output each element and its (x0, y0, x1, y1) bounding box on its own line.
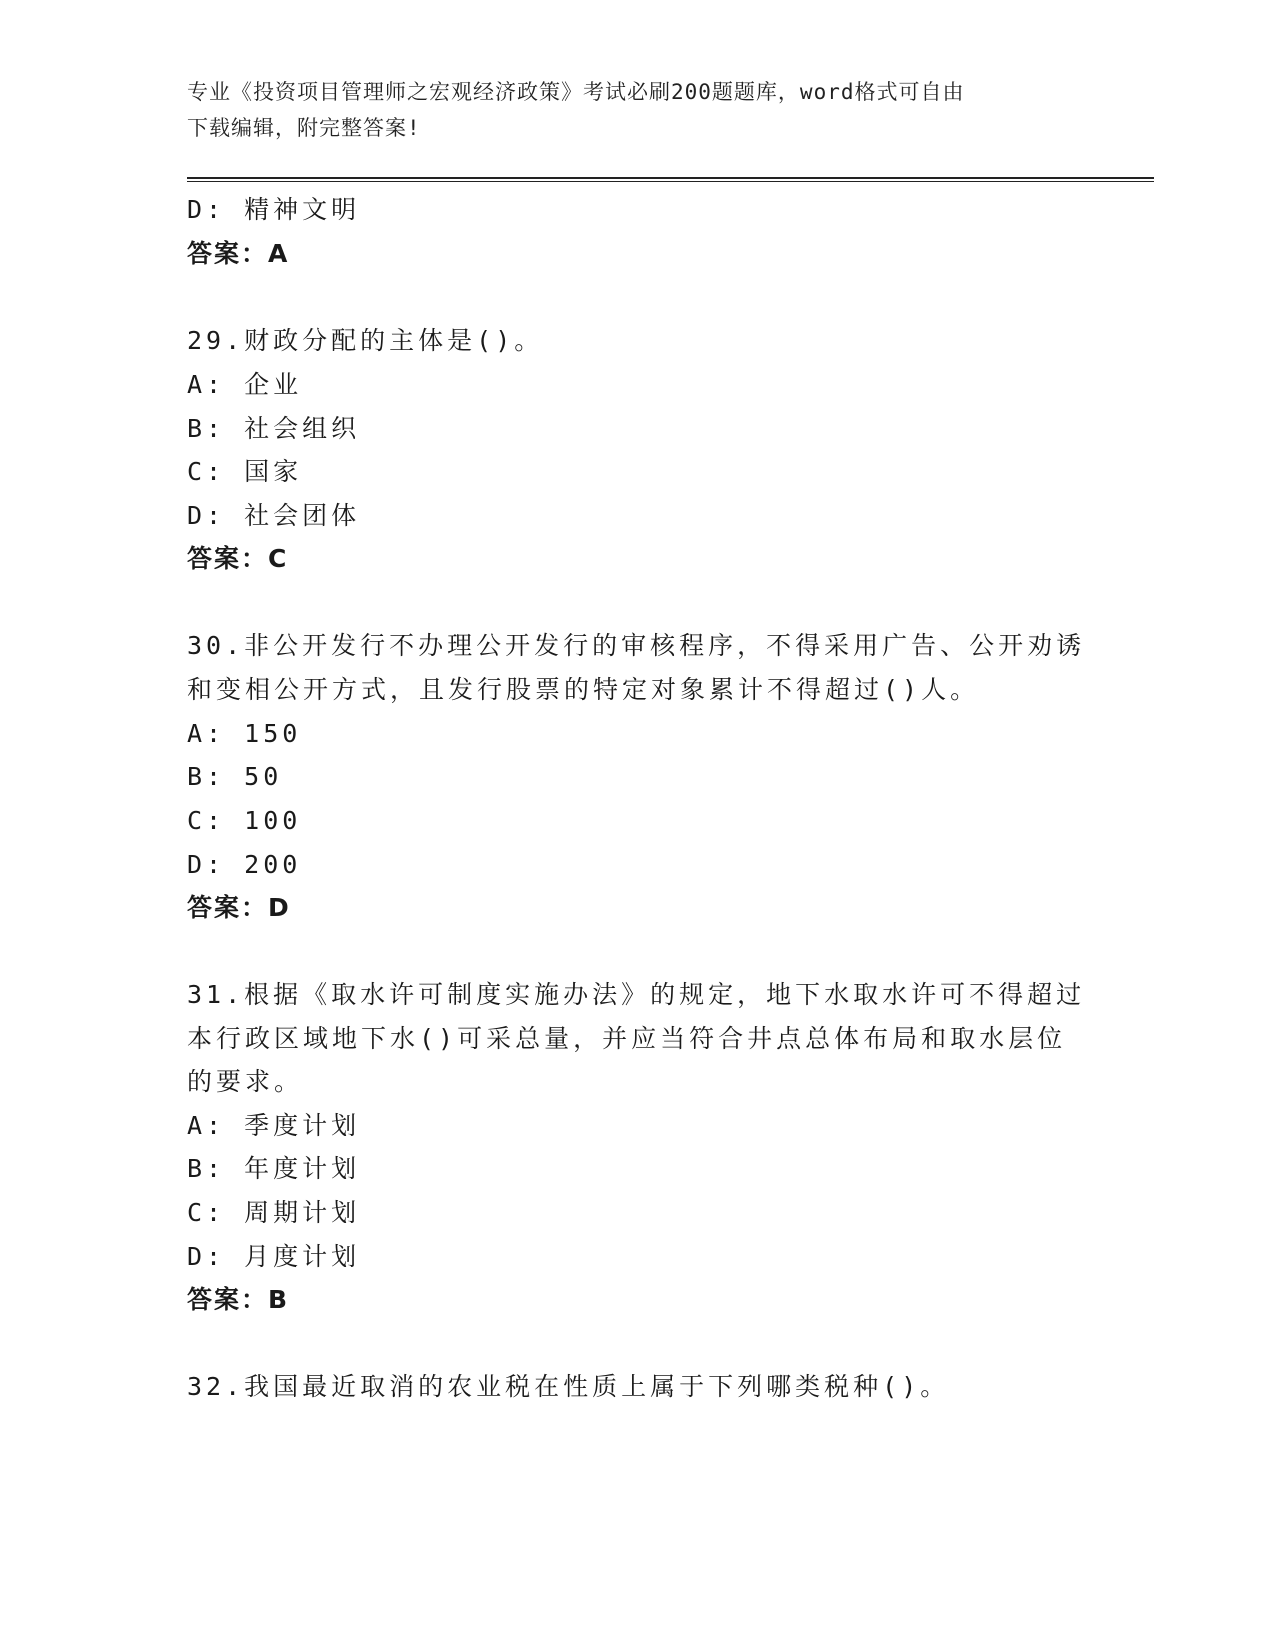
q31-question-line-2: 本行政区域地下水()可采总量，并应当符合井点总体布局和取水层位 (187, 1024, 1067, 1053)
header-line-2: 下载编辑，附完整答案! (187, 116, 421, 140)
q30-option-d: D: 200 (187, 850, 302, 879)
q29-option-c: C: 国家 (187, 457, 303, 486)
q29-question: 29.财政分配的主体是()。 (187, 326, 544, 355)
q29-option-b: B: 社会组织 (187, 414, 361, 443)
header-divider (187, 177, 1154, 183)
q31-option-d: D: 月度计划 (187, 1242, 361, 1271)
q28-option-d: D: 精神文明 (187, 195, 361, 224)
q30-option-b: B: 50 (187, 762, 283, 791)
q31-question-line-3: 的要求。 (187, 1067, 304, 1096)
q28-answer: 答案：A (187, 239, 290, 268)
q30-answer: 答案：D (187, 893, 291, 922)
q32-question: 32.我国最近取消的农业税在性质上属于下列哪类税种()。 (187, 1372, 950, 1401)
q30-option-c: C: 100 (187, 806, 302, 835)
document-header (187, 74, 1087, 146)
q29-answer: 答案：C (187, 544, 289, 573)
q31-option-a: A: 季度计划 (187, 1111, 361, 1140)
q31-option-c: C: 周期计划 (187, 1198, 361, 1227)
q29-option-a: A: 企业 (187, 370, 303, 399)
q29-option-d: D: 社会团体 (187, 501, 361, 530)
q30-question-line-2: 和变相公开方式，且发行股票的特定对象累计不得超过()人。 (187, 675, 980, 704)
q31-question-line-1: 31.根据《取水许可制度实施办法》的规定，地下水取水许可不得超过 (187, 980, 1086, 1009)
q30-option-a: A: 150 (187, 719, 302, 748)
q30-question-line-1: 30.非公开发行不办理公开发行的审核程序，不得采用广告、公开劝诱 (187, 631, 1086, 660)
q31-option-b: B: 年度计划 (187, 1154, 361, 1183)
q31-answer: 答案：B (187, 1285, 290, 1314)
header-line-1: 专业《投资项目管理师之宏观经济政策》考试必刷200题题库，word格式可自由 (187, 80, 965, 104)
